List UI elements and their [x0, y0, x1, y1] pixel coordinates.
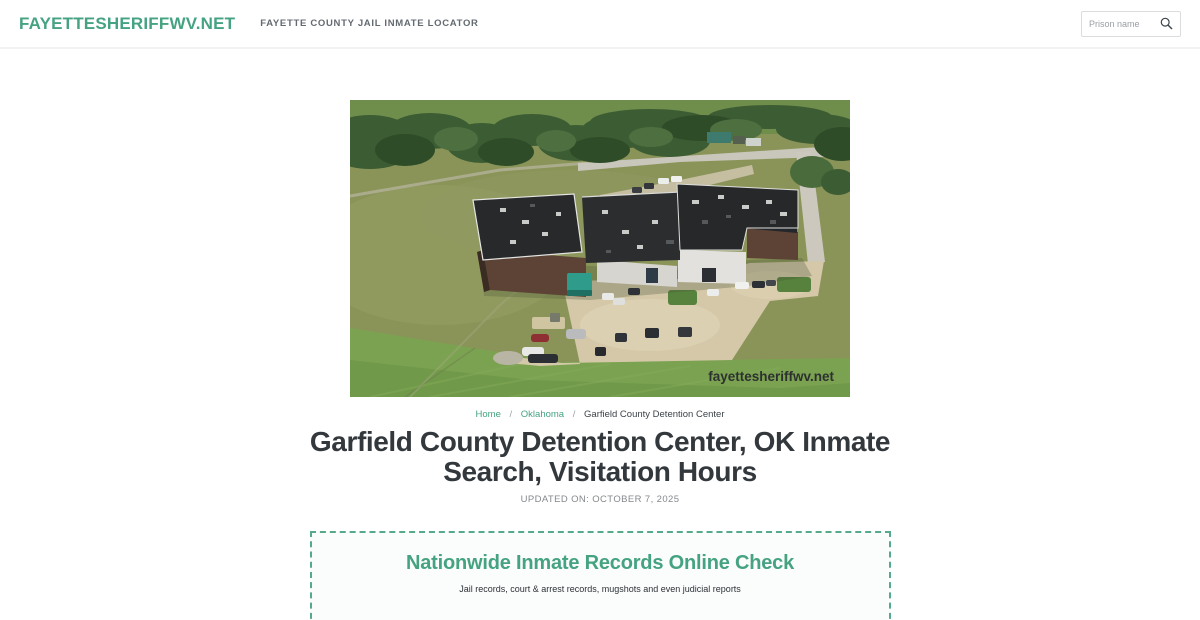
page-title-line-1: Garfield County Detention Center, OK Inmate: [309, 426, 891, 457]
prison-search-form: [1081, 11, 1181, 37]
green-truck: [567, 273, 592, 296]
site-tagline: FAYETTE COUNTY JAIL INMATE LOCATOR: [260, 18, 479, 29]
search-button[interactable]: [1160, 17, 1173, 30]
records-box-subtitle: Jail records, court & arrest records, mugshots and even judicial reports: [459, 584, 741, 594]
breadcrumb-current: Garfield County Detention Center: [584, 409, 725, 420]
aerial-photo: [350, 100, 850, 397]
prison-search-input[interactable]: [1089, 19, 1153, 29]
breadcrumb-separator: /: [572, 409, 576, 420]
site-logo-link[interactable]: FAYETTESHERIFFWV.NET: [19, 13, 236, 33]
records-box: [310, 531, 891, 620]
updated-on-label: UPDATED ON: OCTOBER 7, 2025: [520, 494, 680, 505]
site-header: [0, 0, 1200, 49]
page-title: [0, 427, 1200, 487]
photo-watermark-text: fayettesheriffwv.net: [708, 369, 834, 384]
search-icon: [1160, 17, 1173, 30]
breadcrumb-link-oklahoma[interactable]: Oklahoma: [520, 409, 565, 420]
main-content: [0, 100, 1200, 620]
breadcrumb: [0, 409, 1200, 420]
breadcrumb-separator: /: [509, 409, 513, 420]
page-title-line-2: Search, Visitation Hours: [443, 456, 757, 487]
records-box-title-link[interactable]: Nationwide Inmate Records Online Check: [405, 552, 795, 574]
breadcrumb-link-home[interactable]: Home: [475, 409, 501, 420]
